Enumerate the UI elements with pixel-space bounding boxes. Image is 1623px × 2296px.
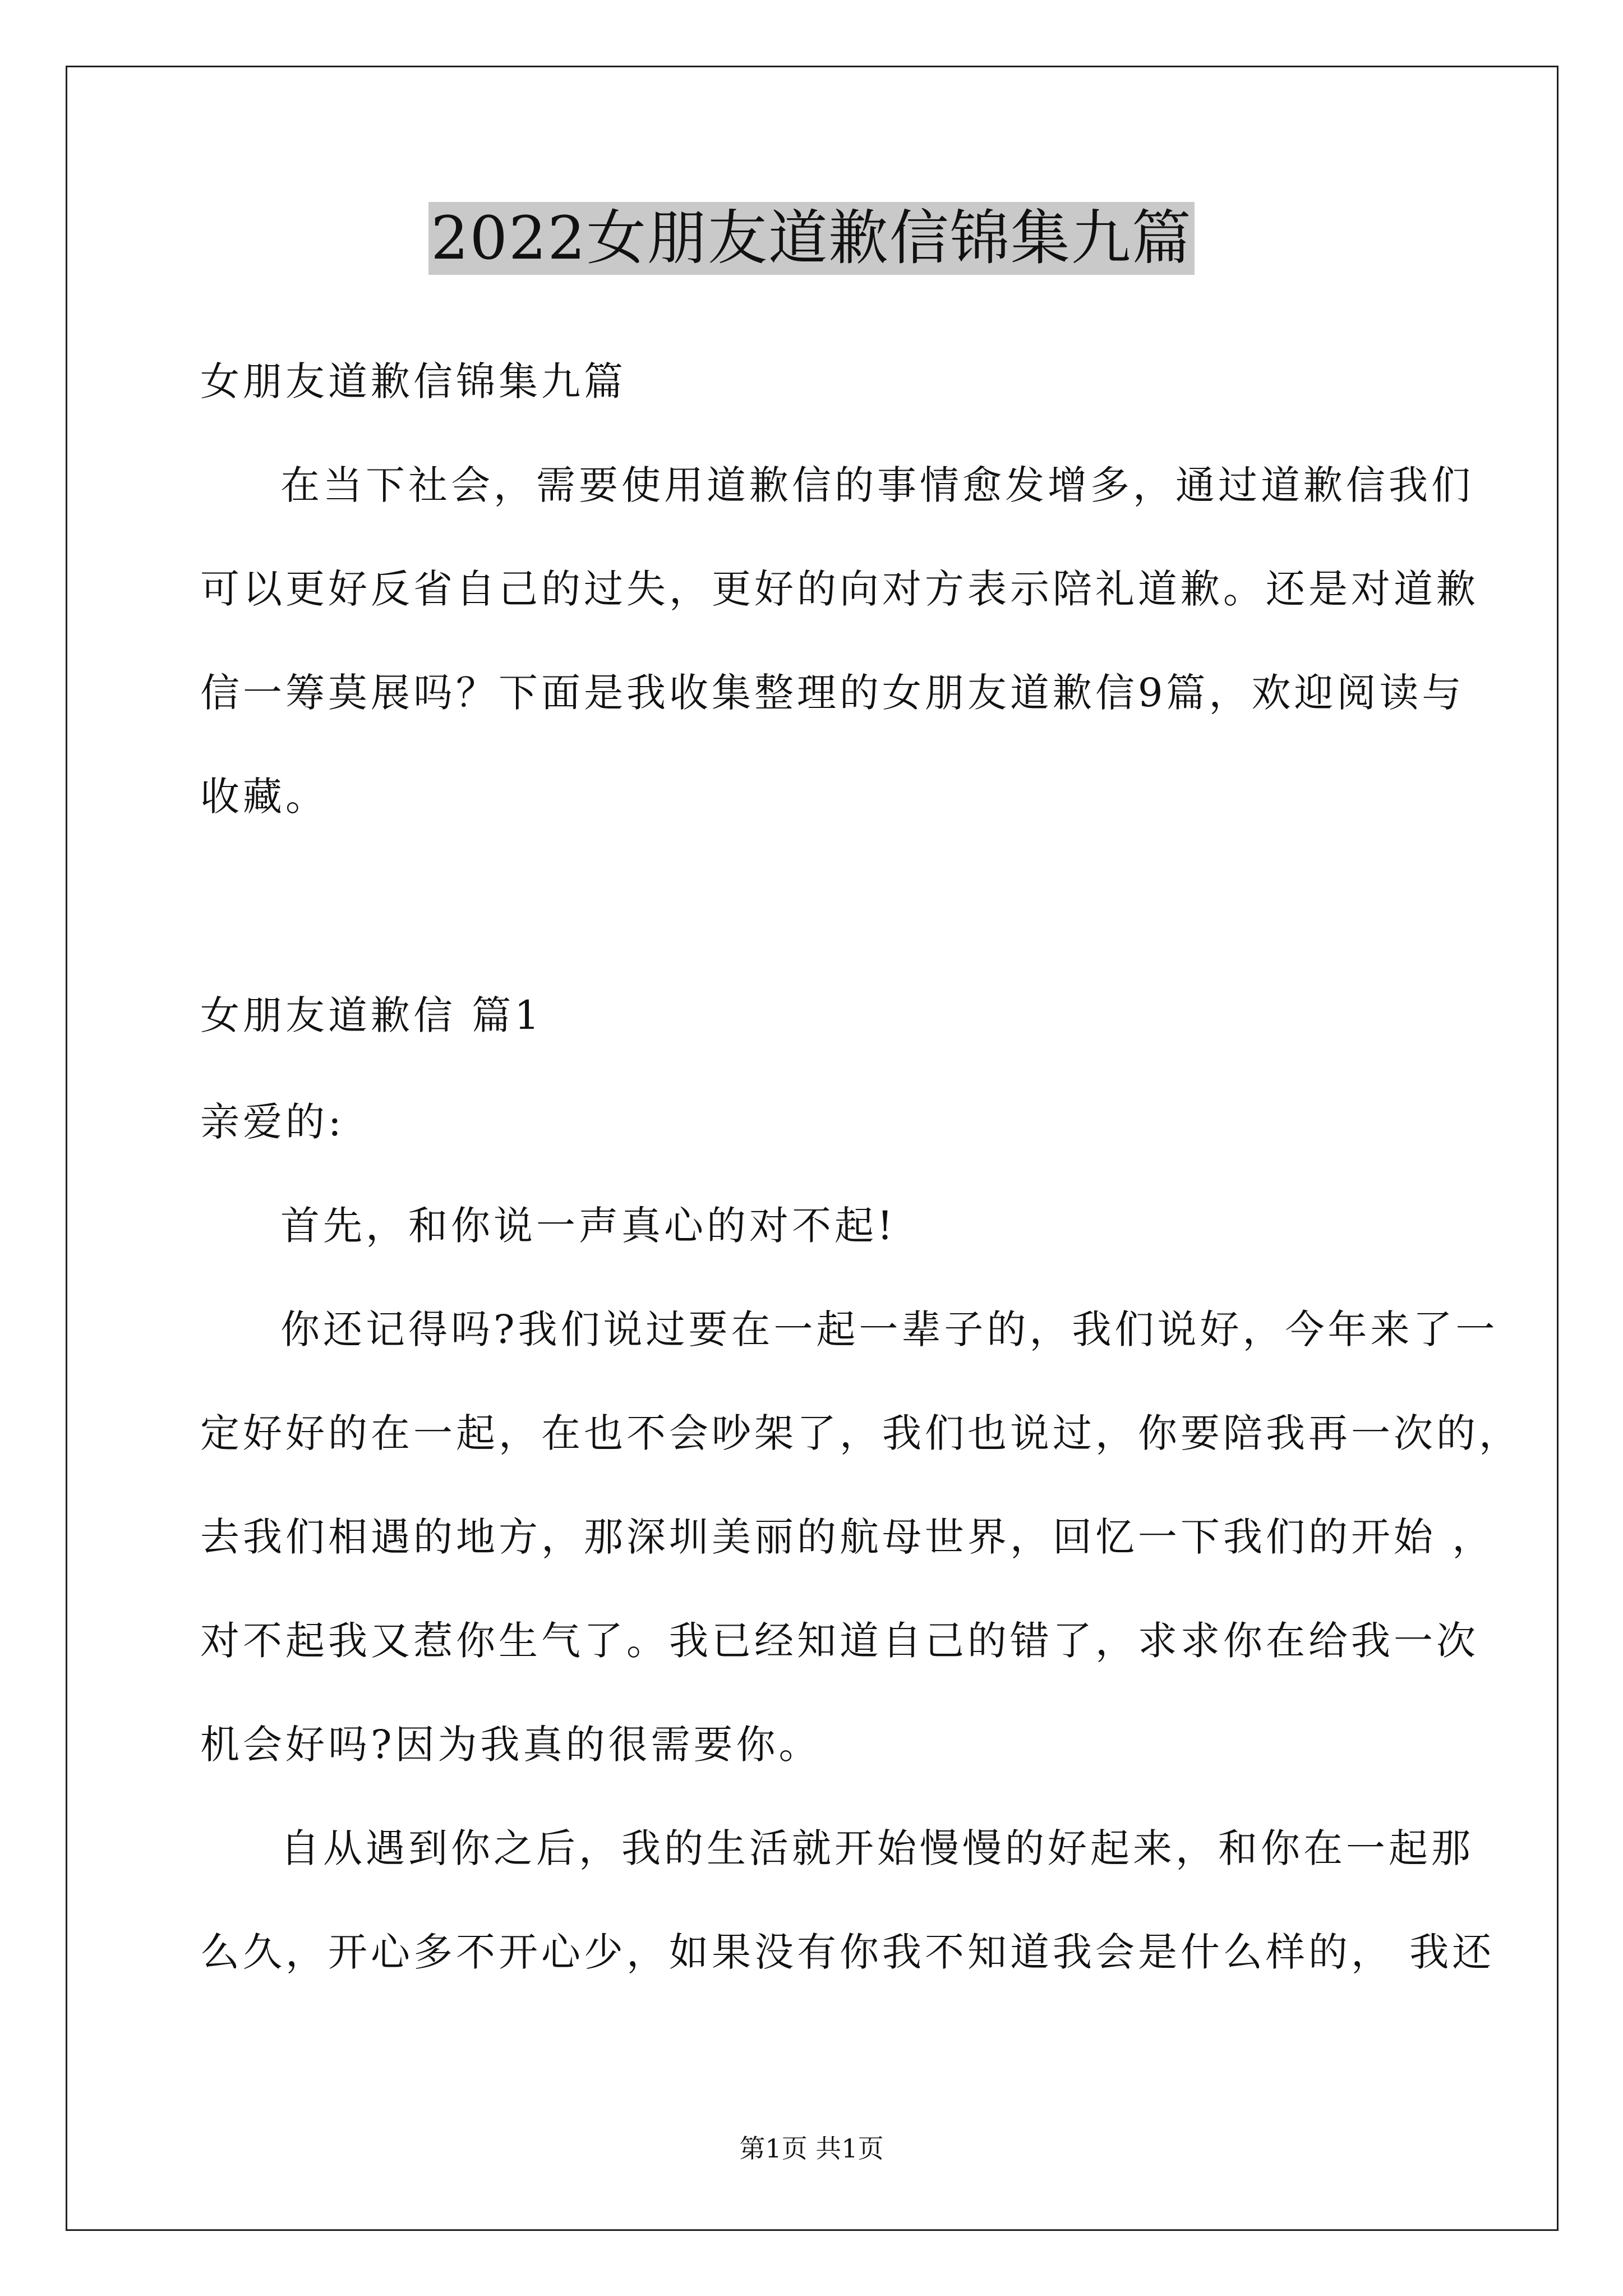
intro-line: 在当下社会，需要使用道歉信的事情愈发增多，通过道歉信我们 xyxy=(280,462,1474,508)
body-line: 你还记得吗?我们说过要在一起一辈子的，我们说好，今年来了一 xyxy=(280,1306,1498,1352)
intro-line: 信一筹莫展吗？下面是我收集整理的女朋友道歉信9篇，欢迎阅读与 xyxy=(200,670,1465,716)
subtitle: 女朋友道歉信锦集九篇 xyxy=(200,358,626,404)
intro-line: 可以更好反省自己的过失，更好的向对方表示陪礼道歉。还是对道歉 xyxy=(200,566,1479,612)
body-line: 去我们相遇的地方，那深圳美丽的航母世界，回忆一下我们的开始 ， xyxy=(200,1514,1495,1560)
title-wrap xyxy=(0,202,1623,275)
body-line: 首先，和你说一声真心的对不起! xyxy=(280,1203,897,1249)
body-line: 定好好的在一起，在也不会吵架了，我们也说过，你要陪我再一次的， xyxy=(200,1410,1521,1456)
body-line: 自从遇到你之后，我的生活就开始慢慢的好起来，和你在一起那 xyxy=(280,1825,1474,1871)
page-footer: 第1页 共1页 xyxy=(739,2133,884,2164)
body-line: 么久，开心多不开心少，如果没有你我不知道我会是什么样的， 我还 xyxy=(200,1929,1495,1975)
document-title: 2022女朋友道歉信锦集九篇 xyxy=(428,202,1195,275)
section-heading: 女朋友道歉信 篇1 xyxy=(200,992,543,1038)
intro-line: 收藏。 xyxy=(200,774,328,820)
body-line: 机会好吗?因为我真的很需要你。 xyxy=(200,1722,822,1768)
salutation: 亲爱的: xyxy=(200,1099,345,1145)
body-line: 对不起我又惹你生气了。我已经知道自己的错了，求求你在给我一次 xyxy=(200,1618,1479,1664)
